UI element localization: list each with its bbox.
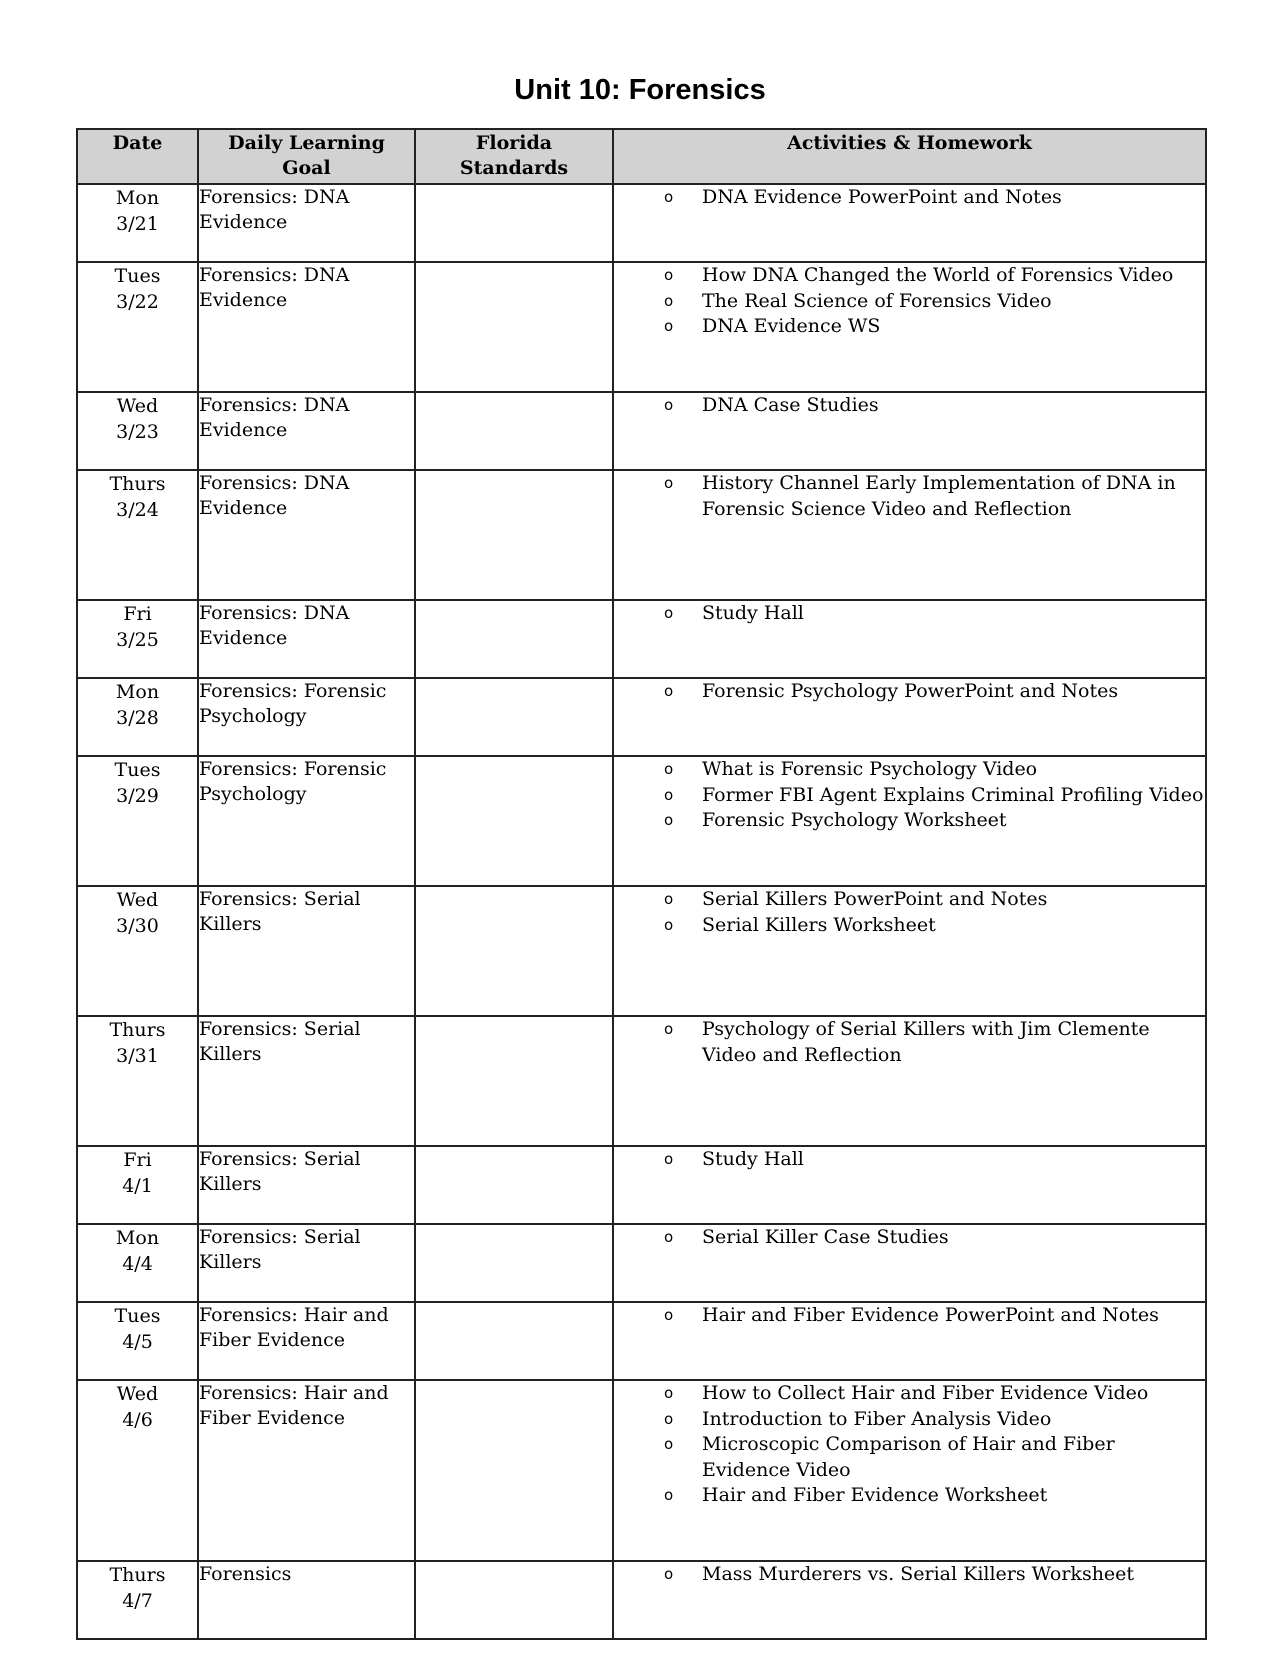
date-cell (77, 184, 198, 262)
bullet-icon: o (664, 188, 674, 206)
activities-list (614, 1225, 1205, 1251)
learning-goal-cell: Forensics: Forensic Psychology (198, 678, 415, 756)
list-item (614, 601, 1205, 627)
date-cell (77, 470, 198, 600)
list-item (614, 1017, 1205, 1068)
activities-cell (613, 600, 1206, 678)
list-item (614, 757, 1205, 783)
activity-text: DNA Case Studies (702, 394, 879, 416)
activities-cell (613, 1224, 1206, 1302)
standards-cell (415, 756, 613, 886)
activity-text: Microscopic Comparison of Hair and Fiber Evidence Video (702, 1433, 1115, 1481)
day-label: Mon (115, 681, 160, 703)
bullet-icon: o (664, 1228, 674, 1246)
date-cell (77, 1146, 198, 1224)
table-row (77, 1016, 1206, 1146)
list-item (614, 314, 1205, 340)
standards-cell (415, 600, 613, 678)
date-cell (77, 756, 198, 886)
learning-goal-cell: Forensics: Hair and Fiber Evidence (198, 1302, 415, 1380)
list-item (614, 679, 1205, 705)
date-label: 3/28 (116, 707, 159, 729)
table-row (77, 262, 1206, 392)
activity-text: Former FBI Agent Explains Criminal Profiling Video (702, 783, 1204, 806)
date-cell (77, 1302, 198, 1380)
activity-text: Study Hall (702, 602, 804, 624)
standards-cell (415, 392, 613, 470)
list-item (614, 1147, 1205, 1173)
bullet-icon: o (664, 1020, 674, 1038)
bullet-icon: o (664, 1306, 674, 1324)
activities-cell (613, 1380, 1206, 1561)
activity-text: Study Hall (702, 1148, 804, 1170)
activities-cell (613, 678, 1206, 756)
activities-cell (613, 886, 1206, 1016)
activity-text: Mass Murderers vs. Serial Killers Worksheet (702, 1563, 1135, 1585)
list-item (614, 887, 1205, 913)
activities-list (614, 1303, 1205, 1329)
standards-cell (415, 886, 613, 1016)
activity-text: History Channel Early Implementation of DNA in Forensic Science Video and Reflection (702, 472, 1176, 520)
standards-cell (415, 1146, 613, 1224)
table-row (77, 184, 1206, 262)
activity-text: How to Collect Hair and Fiber Evidence Video (702, 1382, 1149, 1404)
bullet-icon: o (664, 1150, 674, 1168)
activities-list (614, 1147, 1205, 1173)
learning-goal-cell: Forensics: DNA Evidence (198, 392, 415, 470)
activities-cell (613, 756, 1206, 886)
activity-text: DNA Evidence PowerPoint and Notes (702, 186, 1062, 208)
date-cell (77, 1224, 198, 1302)
learning-goal-cell: Forensics: Serial Killers (198, 1016, 415, 1146)
bullet-icon: o (664, 785, 674, 804)
header-date: Date (77, 129, 198, 184)
activity-text: Psychology of Serial Killers with Jim Clemente Video and Reflection (702, 1018, 1150, 1066)
standards-cell (415, 1380, 613, 1561)
standards-cell (415, 1561, 613, 1639)
activities-list (614, 887, 1205, 938)
activity-text: Introduction to Fiber Analysis Video (702, 1407, 1052, 1430)
date-label: 4/1 (122, 1175, 153, 1197)
learning-goal-cell: Forensics (198, 1561, 415, 1639)
day-label: Fri (123, 603, 152, 625)
table-row (77, 886, 1206, 1016)
list-item (614, 1407, 1205, 1433)
activities-list (614, 263, 1205, 340)
table-row (77, 678, 1206, 756)
learning-goal-cell: Forensics: DNA Evidence (198, 262, 415, 392)
table-row (77, 470, 1206, 600)
list-item (614, 1303, 1205, 1329)
date-cell (77, 1380, 198, 1561)
date-label: 3/22 (116, 291, 159, 313)
activities-list (614, 601, 1205, 627)
standards-cell (415, 1302, 613, 1380)
list-item (614, 393, 1205, 419)
bullet-icon: o (664, 1384, 674, 1402)
header-goal-text: Daily Learning Goal (228, 132, 385, 179)
learning-goal-cell: Forensics: Serial Killers (198, 1146, 415, 1224)
activities-cell (613, 1302, 1206, 1380)
bullet-icon: o (664, 317, 674, 335)
list-item (614, 185, 1205, 211)
learning-goal-cell: Forensics: DNA Evidence (198, 600, 415, 678)
activity-text: Serial Killers PowerPoint and Notes (702, 888, 1048, 910)
date-label: 4/6 (122, 1409, 153, 1431)
list-item (614, 1381, 1205, 1407)
activity-text: Serial Killers Worksheet (702, 913, 936, 936)
bullet-icon: o (664, 1435, 674, 1453)
activities-cell (613, 392, 1206, 470)
date-cell (77, 886, 198, 1016)
activity-text: Serial Killer Case Studies (702, 1226, 949, 1248)
date-cell (77, 600, 198, 678)
table-row (77, 1561, 1206, 1639)
list-item (614, 289, 1205, 315)
standards-cell (415, 262, 613, 392)
bullet-icon: o (664, 474, 674, 492)
activity-text: Hair and Fiber Evidence Worksheet (702, 1484, 1048, 1506)
list-item (614, 263, 1205, 289)
list-item (614, 1432, 1205, 1483)
day-label: Tues (114, 265, 161, 287)
list-item (614, 913, 1205, 939)
date-label: 4/4 (122, 1253, 153, 1275)
activities-list (614, 679, 1205, 705)
day-label: Wed (116, 889, 159, 911)
day-label: Fri (123, 1149, 152, 1171)
date-label: 3/21 (116, 213, 159, 235)
bullet-icon: o (664, 1409, 674, 1428)
day-label: Wed (116, 395, 159, 417)
table-row (77, 600, 1206, 678)
table-row (77, 1380, 1206, 1561)
header-standards (415, 129, 613, 184)
activities-cell (613, 1016, 1206, 1146)
page-title: Unit 10: Forensics (514, 74, 766, 106)
date-cell (77, 262, 198, 392)
bullet-icon: o (664, 890, 674, 908)
activities-cell (613, 262, 1206, 392)
header-standards-text: Florida Standards (459, 132, 569, 179)
date-label: 3/23 (116, 421, 159, 443)
standards-cell (415, 1224, 613, 1302)
bullet-icon: o (664, 811, 674, 829)
table-row (77, 1302, 1206, 1380)
day-label: Thurs (109, 473, 166, 495)
day-label: Thurs (109, 1019, 166, 1041)
list-item (614, 1483, 1205, 1509)
day-label: Mon (115, 1227, 160, 1249)
activities-list (614, 1562, 1205, 1588)
bullet-icon: o (664, 396, 674, 414)
activity-text: The Real Science of Forensics Video (702, 289, 1052, 312)
date-cell (77, 392, 198, 470)
date-label: 4/5 (122, 1331, 153, 1353)
activity-text: What is Forensic Psychology Video (702, 758, 1038, 780)
date-label: 3/29 (116, 785, 159, 807)
list-item (614, 471, 1205, 522)
bullet-icon: o (664, 915, 674, 934)
standards-cell (415, 184, 613, 262)
day-label: Thurs (109, 1564, 166, 1586)
learning-goal-cell: Forensics: DNA Evidence (198, 184, 415, 262)
learning-goal-cell: Forensics: Serial Killers (198, 886, 415, 1016)
learning-goal-cell: Forensics: Forensic Psychology (198, 756, 415, 886)
table-row (77, 392, 1206, 470)
bullet-icon: o (664, 682, 674, 700)
list-item (614, 1225, 1205, 1251)
day-label: Mon (115, 187, 160, 209)
date-label: 3/31 (116, 1045, 159, 1067)
learning-goal-cell: Forensics: DNA Evidence (198, 470, 415, 600)
date-cell (77, 1561, 198, 1639)
date-cell (77, 1016, 198, 1146)
date-label: 3/30 (116, 915, 159, 937)
activities-cell (613, 1146, 1206, 1224)
list-item (614, 783, 1205, 809)
standards-cell (415, 1016, 613, 1146)
header-goal (198, 129, 415, 184)
activity-text: How DNA Changed the World of Forensics Video (702, 264, 1174, 286)
standards-cell (415, 678, 613, 756)
activity-text: Forensic Psychology PowerPoint and Notes (702, 680, 1119, 702)
bullet-icon: o (664, 604, 674, 622)
list-item (614, 1562, 1205, 1588)
bullet-icon: o (664, 291, 674, 310)
activity-text: Hair and Fiber Evidence PowerPoint and Notes (702, 1304, 1159, 1326)
activities-cell (613, 1561, 1206, 1639)
activities-list (614, 1381, 1205, 1509)
activities-cell (613, 184, 1206, 262)
day-label: Tues (114, 759, 161, 781)
header-activities: Activities & Homework (613, 129, 1206, 184)
bullet-icon: o (664, 1486, 674, 1504)
day-label: Tues (114, 1305, 161, 1327)
activity-text: Forensic Psychology Worksheet (702, 809, 1007, 831)
date-label: 3/24 (116, 499, 159, 521)
bullet-icon: o (664, 266, 674, 284)
activities-list (614, 1017, 1205, 1068)
bullet-icon: o (664, 760, 674, 778)
table-row (77, 1146, 1206, 1224)
activities-cell (613, 470, 1206, 600)
bullet-icon: o (664, 1565, 674, 1583)
learning-goal-cell: Forensics: Serial Killers (198, 1224, 415, 1302)
learning-goal-cell: Forensics: Hair and Fiber Evidence (198, 1380, 415, 1561)
day-label: Wed (116, 1383, 159, 1405)
date-cell (77, 678, 198, 756)
table-row (77, 1224, 1206, 1302)
standards-cell (415, 470, 613, 600)
list-item (614, 808, 1205, 834)
activities-list (614, 757, 1205, 834)
activities-list (614, 185, 1205, 211)
date-label: 3/25 (116, 629, 159, 651)
activities-list (614, 471, 1205, 522)
header-row (77, 129, 1206, 184)
table-row (77, 756, 1206, 886)
date-label: 4/7 (122, 1590, 153, 1612)
lesson-plan-table (76, 128, 1207, 1640)
activities-list (614, 393, 1205, 419)
activity-text: DNA Evidence WS (702, 315, 881, 337)
